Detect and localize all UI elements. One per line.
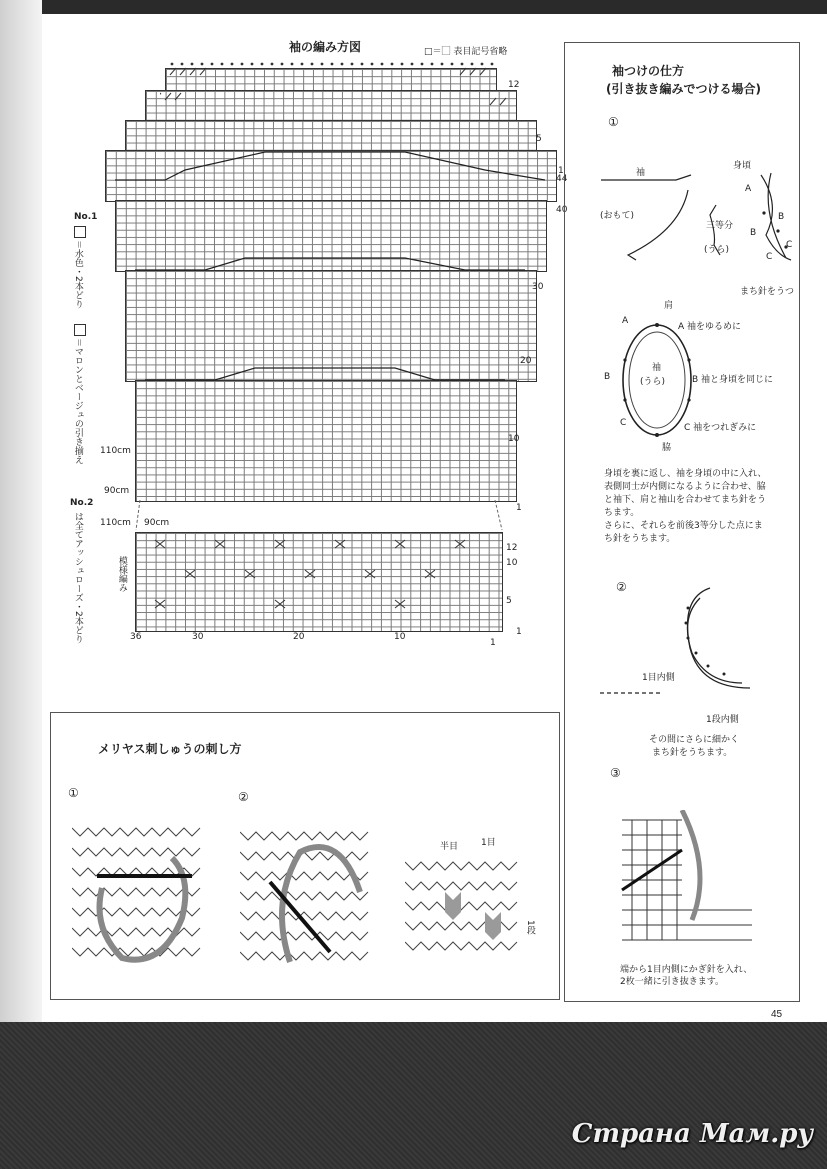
sleeve-step: ③ <box>610 766 621 780</box>
size-label: 110cm <box>100 446 131 456</box>
sleeve-subtitle: (引き抜き編みでつける場合) <box>606 82 761 96</box>
point-b: B <box>604 372 611 382</box>
point-a: A <box>622 316 629 326</box>
size-label: 110cm <box>100 518 131 528</box>
stitch-step: ② <box>238 790 249 804</box>
point-c: C <box>620 418 627 428</box>
page-number: 45 <box>771 1009 783 1020</box>
point-b: B <box>750 228 757 238</box>
stitch-step: ① <box>68 786 79 800</box>
stitch-illustration-2 <box>240 822 370 972</box>
row-label: 20 <box>520 356 532 366</box>
desc-line: その間にさらに細かく <box>649 735 740 745</box>
oval-sleeve-label: 袖 <box>652 363 662 373</box>
point-c: C <box>786 240 793 250</box>
size-label: 90cm <box>144 518 170 528</box>
no2-desc: は全てアッシュローズ・2本どり <box>72 512 83 644</box>
point-b: B <box>778 212 785 222</box>
point-a: A <box>745 184 752 194</box>
slip-stitch-diagram <box>612 810 762 960</box>
row-label: 5 <box>536 134 542 144</box>
watermark-text: Страна Мам.ру <box>571 1119 813 1149</box>
chart-title: 袖の編み方図 <box>289 40 362 54</box>
stitch-illustration-1 <box>72 818 202 968</box>
half-stitch-label: 半目 <box>440 842 459 852</box>
desc-line: 端から1目内側にかぎ針を入れ、 <box>620 965 753 975</box>
rib-row-label: 12 <box>506 543 518 553</box>
chart-legend: □＝⃞ 表目記号省略 <box>424 47 508 57</box>
scan-top-edge <box>0 0 827 14</box>
desc-line: ち針をうちます。 <box>604 534 676 544</box>
one-row-label: 1段 <box>524 920 535 935</box>
note-a: A 袖をゆるめに <box>678 322 742 332</box>
omote-label: (おもて) <box>600 211 635 221</box>
no1-label: No.1 <box>74 212 98 222</box>
sleeve-step: ① <box>608 115 619 129</box>
sleeve-step: ② <box>616 580 627 594</box>
size-label: 90cm <box>104 486 130 496</box>
no1-desc-a: ＝水色・2本どり <box>72 240 83 309</box>
pin-label: まち針をうつ <box>740 287 795 297</box>
desc-line: 2枚一緒に引き抜きます。 <box>620 977 725 987</box>
rib-row-label: 10 <box>506 558 518 568</box>
desc-line: ちます。 <box>604 508 640 518</box>
row-label: 1 <box>558 166 564 176</box>
rib-cross-marks <box>135 532 501 630</box>
ura-label: (うら) <box>704 245 730 255</box>
col-label: 36 <box>130 632 142 642</box>
rib-row-label: 1 <box>516 627 522 637</box>
col-label: 30 <box>192 632 204 642</box>
inner-row-label: 1段内側 <box>706 715 739 725</box>
pinning-detail-diagram <box>600 578 770 708</box>
point-c: C <box>766 252 773 262</box>
row-label: 44 <box>556 174 568 184</box>
sleeve-pinning-diagram <box>596 165 806 285</box>
one-stitch-label: 1目 <box>481 838 496 848</box>
rib-label: 模様編み <box>116 556 127 592</box>
row-label: 10 <box>508 434 520 444</box>
no1-desc-b: ＝マロンとベージュの引き揃え <box>72 338 83 465</box>
oval-ura-label: (うら) <box>640 377 666 387</box>
migoro-label: 身頃 <box>733 161 752 171</box>
stitch-title: メリヤス刺しゅうの刺し方 <box>98 742 242 756</box>
desc-line: さらに、それらを前後3等分した点にま <box>604 521 763 531</box>
legend-box <box>74 226 86 238</box>
kata-label: 肩 <box>664 301 674 311</box>
row-label: 1 <box>516 503 522 513</box>
note-c: C 袖をつれぎみに <box>684 423 757 433</box>
waki-label: 脇 <box>662 443 672 453</box>
color-change-lines <box>105 140 568 500</box>
col-label: 1 <box>490 638 496 648</box>
desc-line: と袖下、肩と袖山を合わせてまち針をう <box>604 495 767 505</box>
row-label: 30 <box>532 282 544 292</box>
scan-binding-edge <box>0 0 42 1040</box>
row-label: 12 <box>508 80 520 90</box>
col-label: 20 <box>293 632 305 642</box>
stitch-illustration-3 <box>405 852 523 962</box>
col-label: 10 <box>394 632 406 642</box>
sleeve-title: 袖つけの仕方 <box>612 64 685 78</box>
sleeve-label: 袖 <box>636 168 646 178</box>
legend-box <box>74 324 86 336</box>
inner-stitch-label: 1目内側 <box>642 673 675 683</box>
desc-line: 表側同士が内側になるように合わせ、脇 <box>604 482 766 492</box>
decrease-marks <box>160 60 520 150</box>
santobun-label: 三等分 <box>706 221 734 231</box>
rib-row-label: 5 <box>506 596 512 606</box>
no2-label: No.2 <box>70 498 94 508</box>
note-b: B 袖と身頃を同じに <box>692 375 774 385</box>
row-label: 40 <box>556 205 568 215</box>
desc-line: 身頃を裏に返し、袖を身頃の中に入れ、 <box>604 469 767 479</box>
desc-line: まち針をうちます。 <box>652 748 733 758</box>
